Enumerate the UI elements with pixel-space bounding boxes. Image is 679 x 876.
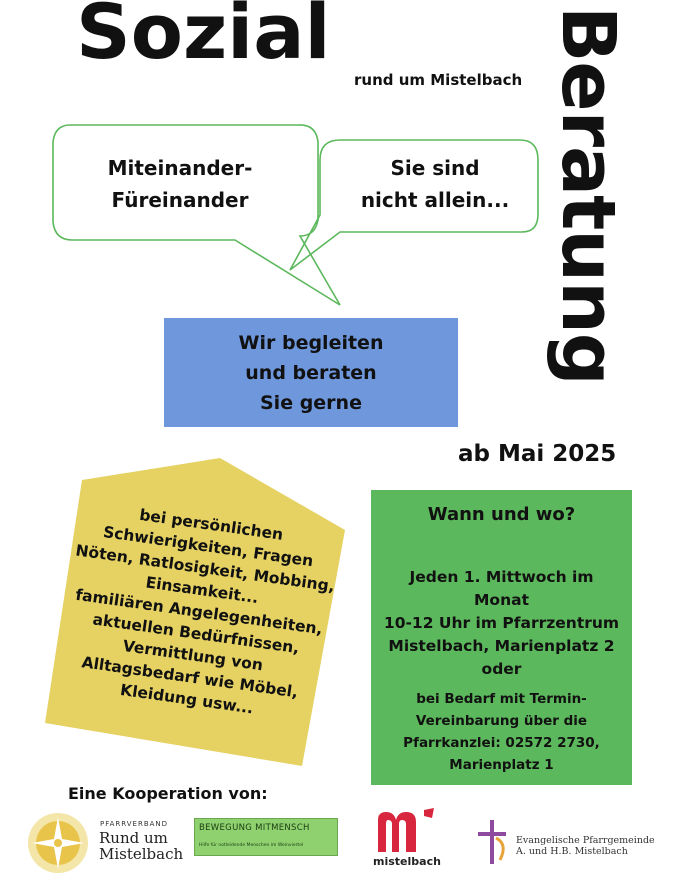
- bewegung-mitmensch-logo: [194, 818, 338, 856]
- cooperation-label: Eine Kooperation von:: [68, 784, 268, 803]
- mistelbach-label: mistelbach: [373, 855, 441, 868]
- evangelisch-name: Evangelische Pfarrgemeinde A. und H.B. Mistelbach: [516, 835, 655, 857]
- blue-info-box: [164, 318, 458, 427]
- bewegung-mitmensch-title: BEWEGUNG MITMENSCH: [199, 823, 310, 833]
- start-date: ab Mai 2025: [458, 441, 617, 467]
- bewegung-mitmensch-subtitle: Hilfe für notleidende Menschen im Weinviertel: [199, 843, 304, 848]
- page-title: Sozial: [76, 0, 331, 76]
- pfarrverband-cross-logo-icon: [24, 811, 92, 875]
- pfarrverband-label: PFARRVERBAND: [100, 820, 169, 828]
- bubble-right-text: Sie sind nicht allein...: [360, 156, 510, 212]
- green-box-contact-text: bei Bedarf mit Termin- Vereinbarung über die Pfarrkanzlei: 02572 2730, Marienplatz 1: [403, 691, 600, 773]
- green-box-main-text: Jeden 1. Mittwoch im Monat 10-12 Uhr im Pfarrzentrum Mistelbach, Marienplatz 2 oder: [383, 568, 620, 678]
- green-box-heading: Wann und wo?: [427, 504, 576, 525]
- evangelisch-cross-logo-icon: [476, 818, 512, 866]
- pfarrverband-name: Rund um Mistelbach: [99, 829, 184, 863]
- blue-box-text: Wir begleiten und beraten Sie gerne: [238, 331, 384, 414]
- bubble-left-text: Miteinander- Füreinander: [107, 156, 253, 212]
- page-subtitle: rund um Mistelbach: [354, 71, 523, 89]
- green-info-box: [371, 490, 632, 785]
- vertical-title: Beratung: [545, 6, 631, 385]
- yellow-box-text: bei persönlichen Schwierigkeiten, Fragen Nöten, Ratlosigkeit, Mobbing, Einsamkeit... familiären Angelegenheiten, aktuellen Bedürfnissen, Vermittlung von Alltagsbedarf wie Möbel, Kleidung usw...: [74, 505, 336, 718]
- mistelbach-m-logo-icon: [374, 806, 440, 856]
